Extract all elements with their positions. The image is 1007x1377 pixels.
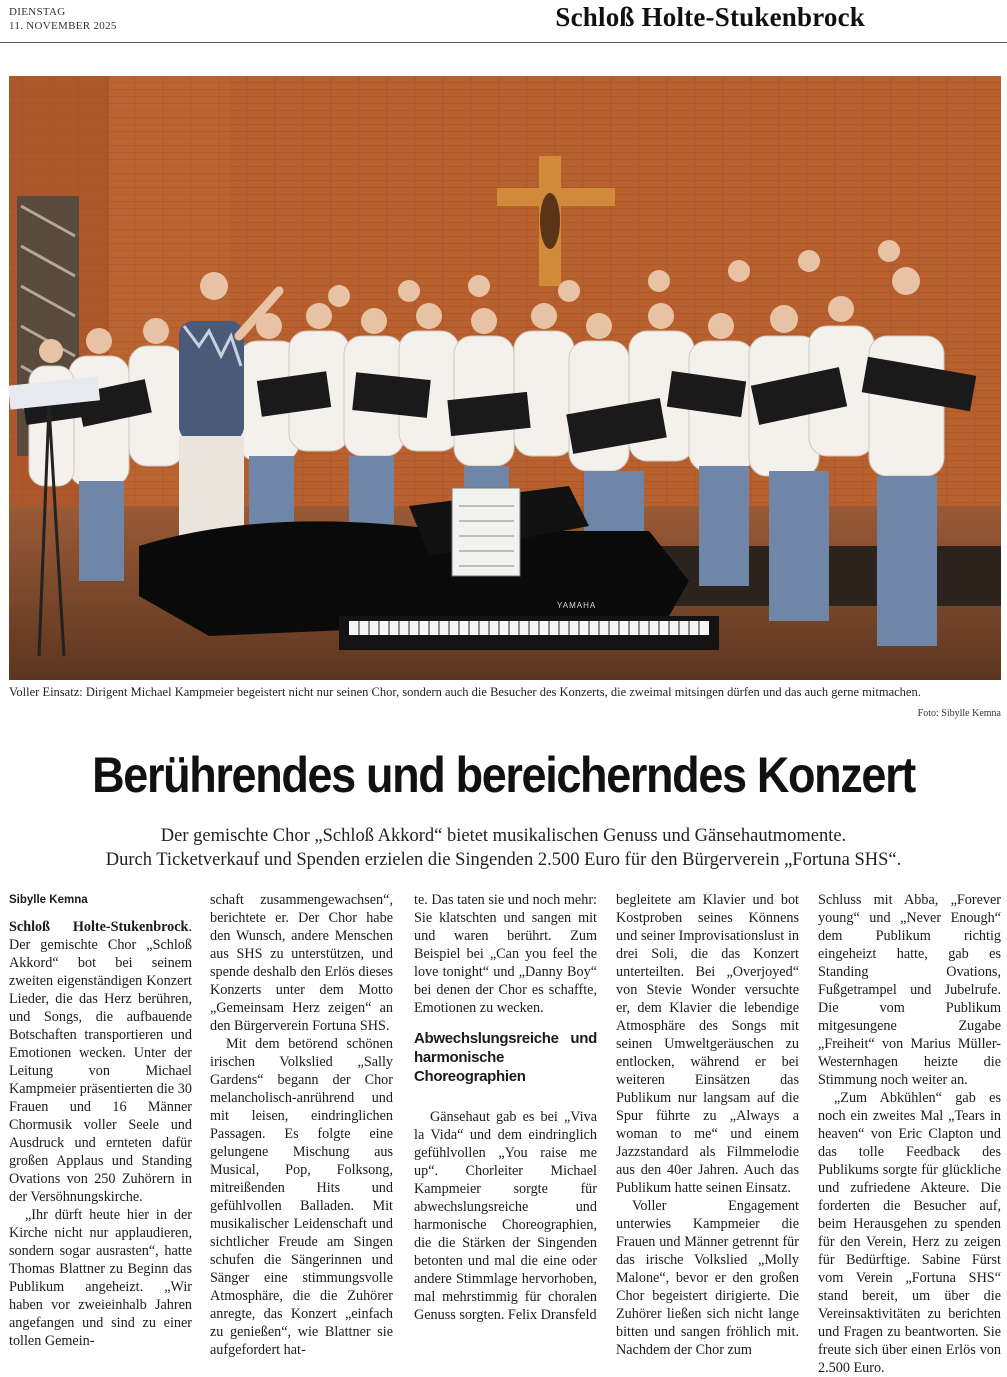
article-column-2 — [210, 891, 393, 1359]
issue-day: DIENSTAG — [9, 6, 66, 18]
paragraph: schaft zusammengewachsen“, berichtete er. Der Chor habe den Wunsch, andere Menschen aus SHS zu unterstützen, und spende deshalb den Erlös dieses Konzerts unter dem Motto „Gemeinsam Herz zeigen“ an den Bürgerverein Fortuna SHS. — [210, 892, 393, 1034]
paragraph: „Zum Abkühlen“ gab es noch ein zweites Mal „Tears in heaven“ von Eric Clapton und das tolle Feedback des Publikums sorgte für glückliche und zufriedene Akteure. Die forderten die Besucher auf, beim Herausgehen zu spenden für den Verein, Herz zu zeigen für Bedürftige. Sabine Fürst vom Verein „Fortuna SHS“ stand bereit, um über die Vereinsaktivitäten zu berichten und Fragen zu beantworten. Sie freute sich über einen Erlös von 2.500 Euro. — [818, 1090, 1001, 1376]
header-rule — [0, 42, 1007, 43]
lead-text: . Der gemischte Chor „Schloß Akkord“ bot bei seinem zweiten eigenständigen Konzert Lieder, die das Herz berühren, und Songs, die aufbauende Botschaften transportieren und Emotionen wecken. Unter der Leitung von Michael Kampmeier präsentierten die 30 Frauen und 16 Männer Chormusik voller Seele und Ausdruck und ernteten dafür großen Applaus und Standing Ovations von 250 Zuhörern in der Versöhnungskirche. — [9, 919, 192, 1205]
issue-full-date: 11. NOVEMBER 2025 — [9, 20, 117, 32]
paragraph: begleitete am Klavier und bot Kostproben seines Könnens und seiner Improvisationslust in drei Soli, die das Konzert unterteilten. Bei „Overjoyed“ von Stevie Wonder versuchte er, dem Klavier die lebendige Atmosphäre des Songs mit seinen Umweltgeräuschen zu entlocken, während er bei weiteren Einsätzen das Publikum nur langsam auf die Spur führte zu „Always a woman to me“ und einem Jazzstandard als Filmmelodie aus den 40er Jahren. Auch das Publikum hatte seinen Einsatz. — [616, 892, 799, 1196]
article-column-4 — [616, 891, 799, 1359]
piano-brand-label: YAMAHA — [557, 601, 597, 610]
article-column-3 — [414, 891, 597, 1324]
choir-photo — [9, 76, 1001, 680]
paragraph: Voller Engagement unterwies Kampmeier die Frauen und Männer getrennt für das irische Volkslied „Molly Malone“, bevor er den großen Chor begeistert dirigierte. Die Zuhörer ließen sich nicht lange bitten und sangen fröhlich mit. Nachdem der Chor zum — [616, 1198, 799, 1358]
page-header — [0, 0, 1007, 44]
paragraph: Gänsehaut gab es bei „Viva la Vida“ und dem eindringlich gefühlvollen „You raise me up“. Chorleiter Michael Kampmeier sorgte für abwechslungsreiche und harmonische Choreographien, die die Stärken der Singenden betonten und mal die eine oder andere Stimmlage hervorhoben, mal mehrstimmig für choralen Genuss sorgten. Felix Dransfeld — [414, 1109, 597, 1323]
photo-credit: Foto: Sibylle Kemna — [917, 708, 1001, 719]
dateline: Schloß Holte-Stukenbrock — [9, 919, 189, 935]
article-subhead: Abwechslungsreiche und harmonische Choreographien — [414, 1030, 597, 1085]
article-subline — [0, 824, 1007, 872]
paragraph — [9, 918, 192, 1206]
section-title: Schloß Holte-Stukenbrock — [555, 2, 865, 32]
paragraph: te. Das taten sie und noch mehr: Sie klatschten und sangen mit und waren berührt. Zum Beispiel bei „Can you feel the love tonight“ und „Danny Boy“ bei denen der Chor es schaffte, Emotionen zu wecken. — [414, 892, 597, 1016]
paragraph: Mit dem betörend schönen irischen Volkslied „Sally Gardens“ begann der Chor melancholisch-anrührend und mit leisen, eindringlichen Passagen. Es folgte eine gelungene Mischung aus Musical, Pop, Folksong, mitreißenden Hits und gefühlvollen Balladen. Mit musikalischer Leidenschaft und sichtlicher Freude am Singen schufen die Sängerinnen und Sänger eine stimmungsvolle Atmosphäre, die die Zuhörer anregte, das Konzert „einfach zu genießen“, wie Blattner sie aufgefordert hat- — [210, 1036, 393, 1358]
caption-text: Voller Einsatz: Dirigent Michael Kampmeier begeistert nicht nur seinen Chor, sondern auch die Besucher des Konzerts, die zweimal mitsingen dürfen und das auch gerne mitmachen. — [9, 685, 921, 699]
subline-first: Der gemischte Chor „Schloß Akkord“ bietet musikalischen Genuss und Gänsehautmomente. — [160, 826, 847, 846]
paragraph: Schluss mit Abba, „Forever young“ und „Never Enough“ dem Publikum richtig eingeheizt hatte, gab es Standing Ovations, Fußgetrampel und Jubelrufe. Die vom Publikum mitgesungene Zugabe „Freiheit“ von Marius Müller-Westernhagen heizte die Stimmung noch weiter an. — [818, 892, 1001, 1088]
article-column-1 — [9, 891, 192, 1350]
article-column-5 — [818, 891, 1001, 1377]
author-byline: Sibylle Kemna — [9, 894, 88, 906]
photo-caption — [9, 684, 1001, 719]
paragraph: „Ihr dürft heute hier in der Kirche nicht nur applaudieren, sondern sogar ausrasten“, hatte Thomas Blattner zu Beginn das Publikum angeheizt. „Wir haben vor zweieinhalb Jahren angefangen und sind zu einer tollen Gemein- — [9, 1207, 192, 1349]
article-headline: Berührendes und bereicherndes Konzert — [92, 747, 915, 803]
subline-second: Durch Ticketverkauf und Spenden erzielen die Singenden 2.500 Euro für den Bürgerverein „Fortuna SHS“. — [105, 850, 902, 870]
issue-date — [9, 5, 117, 33]
